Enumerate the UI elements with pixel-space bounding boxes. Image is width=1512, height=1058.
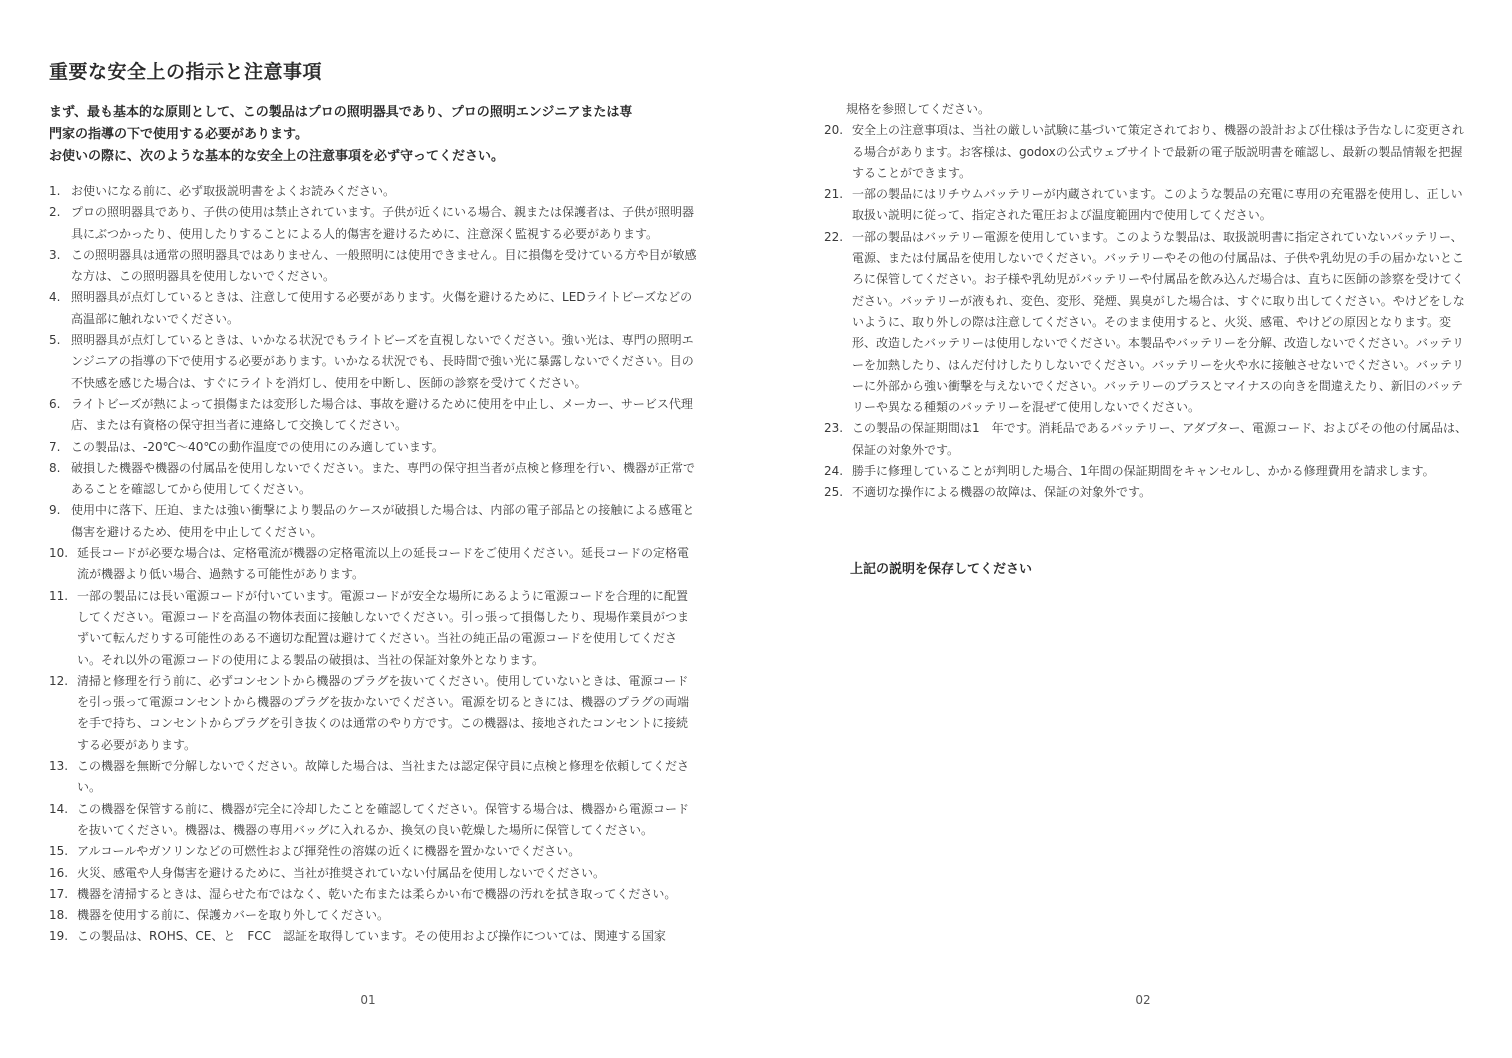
instruction-number: 10. xyxy=(49,546,69,561)
instruction-item xyxy=(49,905,697,926)
instruction-text: この製品の保証期間は1 年です。消耗品であるバッテリー、アダプター、電源コード、およびその他の付属品は、保証の対象外です。 xyxy=(852,421,1467,457)
instruction-text: この製品は、-20℃～40℃の動作温度での使用にのみ適しています。 xyxy=(71,439,444,454)
instruction-number: 16. xyxy=(49,865,69,880)
instruction-text: お使いになる前に、必ず取扱説明書をよくお読みください。 xyxy=(71,184,396,198)
instruction-number: 18. xyxy=(49,908,69,923)
instruction-text: この照明器具は通常の照明器具ではありません、一般照明には使用できません。目に損傷を受けている方や目が敏感な方は、この照明器具を使用しないでください。 xyxy=(71,247,697,284)
instruction-text: 勝手に修理していることが判明した場合、1年間の保証期間をキャンセルし、かかる修理費用を請求します。 xyxy=(852,464,1435,479)
instruction-text: 一部の製品には長い電源コードが付いています。電源コードが安全な場所にあるように電源コードを合理的に配置してください。電源コードを高温の物体表面に接触しないでください。引っ張って損傷したり、現場作業員がつまずいて転んだりする可能性のある不適切な配置は避けてください。当社の純正品の電源コードを使用してください。それ以外の電源コードの使用による製品の破損は、当社の保証対象外となります。 xyxy=(77,588,690,667)
instruction-item xyxy=(49,437,697,458)
instruction-number: 21. xyxy=(824,187,844,202)
instruction-item xyxy=(49,458,697,501)
instruction-text: 照明器具が点灯しているときは、いかなる状況でもライトビーズを直視しないでください。強い光は、専門の照明エンジニアの指導の下で使用する必要があります。いかなる状況でも、長時間で強い光に暴露しないでください。目の不快感を感じた場合は、すぐにライトを消灯し、使用を中断し、医師の診察を受けてください。 xyxy=(71,333,694,390)
instruction-number: 20. xyxy=(824,123,844,138)
instruction-text: ライトビーズが熱によって損傷または変形した場合は、事故を避けるために使用を中止し、メーカー、サービス代理店、または有資格の保守担当者に連絡して交換してください。 xyxy=(71,396,693,433)
instruction-item xyxy=(49,926,697,947)
instruction-text: 機器を清掃するときは、湿らせた布ではなく、乾いた布または柔らかい布で機器の汚れを拭き取ってください。 xyxy=(77,886,677,901)
instruction-text: 延長コードが必要な場合は、定格電流が機器の定格電流以上の延長コードをご使用ください。延長コードの定格電流が機器より低い場合、過熱する可能性があります。 xyxy=(77,546,690,582)
instruction-text: 照明器具が点灯しているときは、注意して使用する必要があります。火傷を避けるために、LEDライトビーズなどの高温部に触れないでください。 xyxy=(71,290,693,326)
intro-line: お使いの際に、次のような基本的な安全上の注意事項を必ず守ってください。 xyxy=(49,149,505,164)
instruction-item xyxy=(49,756,697,799)
instruction-text: 機器を使用する前に、保護カバーを取り外してください。 xyxy=(77,908,390,923)
intro-line: まず、最も基本的な原則として、この製品はプロの照明器具であり、プロの照明エンジニアまたは専 xyxy=(49,105,633,120)
instruction-number: 4. xyxy=(49,290,61,305)
instruction-number: 9. xyxy=(49,503,61,518)
instruction-number: 15. xyxy=(49,844,69,859)
instruction-item xyxy=(824,461,1472,482)
instruction-item xyxy=(49,799,697,842)
instruction-number: 2. xyxy=(49,205,61,220)
instruction-item xyxy=(49,287,697,330)
instruction-number: 14. xyxy=(49,801,69,816)
instruction-item xyxy=(49,671,697,756)
instruction-item xyxy=(49,586,697,671)
instruction-number: 19. xyxy=(49,929,69,944)
instruction-text: この製品は、ROHS、CE、と FCC 認証を取得しています。その使用および操作については、関連する国家 xyxy=(77,929,666,944)
instruction-number: 24. xyxy=(824,464,844,479)
instruction-item xyxy=(824,482,1472,503)
instruction-item xyxy=(49,884,697,905)
safety-instructions-list xyxy=(49,181,697,948)
instruction-item xyxy=(824,418,1472,461)
instruction-item xyxy=(824,99,1472,120)
instruction-text: 安全上の注意事項は、当社の厳しい試験に基づいて策定されており、機器の設計および仕様は予告なしに変更される場合があります。お客様は、godoxの公式ウェブサイトで最新の電子版説明書を確認し、最新の製品情報を把握することができます。 xyxy=(852,123,1465,180)
instruction-number: 23. xyxy=(824,421,844,436)
instruction-text: 火災、感電や人身傷害を避けるために、当社が推奨されていない付属品を使用しないでください。 xyxy=(77,865,606,880)
instruction-item xyxy=(49,500,697,543)
instruction-text: 清掃と修理を行う前に、必ずコンセントから機器のプラグを抜いてください。使用していないときは、電源コードを引っ張って電源コンセントから機器のプラグを抜かないでください。電源を切るときには、機器のプラグの両端を手で持ち、コンセントからプラグを引き抜くのは通常のやり方です。この機器は、接地されたコンセントに接続する必要があります。 xyxy=(77,673,690,752)
page-number: 02 xyxy=(1135,993,1151,1007)
instruction-item xyxy=(49,841,697,862)
page-number: 01 xyxy=(360,993,376,1007)
instruction-number: 25. xyxy=(824,485,844,500)
instruction-text: 不適切な操作による機器の故障は、保証の対象外です。 xyxy=(852,485,1152,500)
instruction-number: 22. xyxy=(824,229,844,244)
instruction-item xyxy=(49,394,697,437)
instruction-number: 7. xyxy=(49,439,61,454)
instruction-text: 一部の製品はバッテリー電源を使用しています。このような製品は、取扱説明書に指定されていないバッテリー、電源、または付属品を使用しないでください。バッテリーやその他の付属品は、子供や乳幼児の手の届かないところに保管してください。お子様や乳幼児がバッテリーや付属品を飲み込んだ場合は、直ちに医師の診察を受けてください。バッテリーが液もれ、変色、変形、発煙、異臭がした場合は、すぐに取り出してください。やけどをしないように、取り外しの際は注意してください。そのまま使用すると、火災、感電、やけどの原因となります。変形、改造したバッテリーは使用しないでください。本製品やバッテリーを分解、改造しないでください。バッテリーを加熱したり、はんだ付けしたりしないでください。バッテリーを火や水に接触させないでください。バッテリーに外部から強い衝撃を与えないでください。バッテリーのプラスとマイナスの向きを間違えたり、新旧のバッテリーや異なる種類のバッテリーを混ぜて使用しないでください。 xyxy=(852,229,1465,415)
instruction-item xyxy=(49,863,697,884)
safety-instructions-list-continued xyxy=(824,99,1472,504)
instruction-number: 5. xyxy=(49,333,61,348)
instruction-item xyxy=(824,227,1472,419)
instruction-text: 一部の製品にはリチウムバッテリーが内蔵されています。このような製品の充電に専用の充電器を使用し、正しい取扱い説明に従って、指定された電圧および温度範囲内で使用してください。 xyxy=(852,187,1463,223)
instruction-text: プロの照明器具であり、子供の使用は禁止されています。子供が近くにいる場合、親または保護者は、子供が照明器具にぶつかったり、使用したりすることによる人的傷害を避けるために、注意深く監視する必要があります。 xyxy=(71,205,695,241)
instruction-item xyxy=(824,184,1472,227)
intro-paragraph xyxy=(49,102,699,168)
instruction-text: この機器を保管する前に、機器が完全に冷却したことを確認してください。保管する場合は、機器から電源コードを抜いてください。機器は、機器の専用バッグに入れるか、換気の良い乾燥した場所に保管してください。 xyxy=(77,801,690,837)
instruction-item xyxy=(49,543,697,586)
instruction-number: 13. xyxy=(49,759,69,774)
instruction-number: 11. xyxy=(49,588,69,603)
instruction-item xyxy=(49,202,697,245)
instruction-item xyxy=(49,330,697,394)
intro-line: 門家の指導の下で使用する必要があります。 xyxy=(49,127,308,142)
instruction-text: 使用中に落下、圧迫、または強い衝撃により製品のケースが破損した場合は、内部の電子部品との接触による感電と傷害を避けるため、使用を中止してください。 xyxy=(71,503,695,539)
instruction-number: 17. xyxy=(49,886,69,901)
instruction-item xyxy=(824,120,1472,184)
instruction-text: 規格を参照してください。 xyxy=(846,102,991,116)
instruction-text: この機器を無断で分解しないでください。故障した場合は、当社または認定保守員に点検と修理を依頼してください。 xyxy=(77,759,690,795)
instruction-number: 12. xyxy=(49,673,69,688)
instruction-number: 6. xyxy=(49,396,61,411)
page-title: 重要な安全上の指示と注意事項 xyxy=(49,61,323,83)
instruction-item xyxy=(49,181,697,202)
instruction-text: 破損した機器や機器の付属品を使用しないでください。また、専門の保守担当者が点検と修理を行い、機器が正常であることを確認してから使用してください。 xyxy=(71,460,696,497)
save-instructions-note: 上記の説明を保存してください xyxy=(850,562,1033,577)
instruction-number: 8. xyxy=(49,460,61,475)
instruction-text: アルコールやガソリンなどの可燃性および揮発性の溶媒の近くに機器を置かないでください。 xyxy=(77,844,581,859)
instruction-number: 1. xyxy=(49,184,61,198)
right-page xyxy=(756,0,1512,1058)
instruction-item xyxy=(49,245,697,288)
instruction-number: 3. xyxy=(49,247,61,262)
